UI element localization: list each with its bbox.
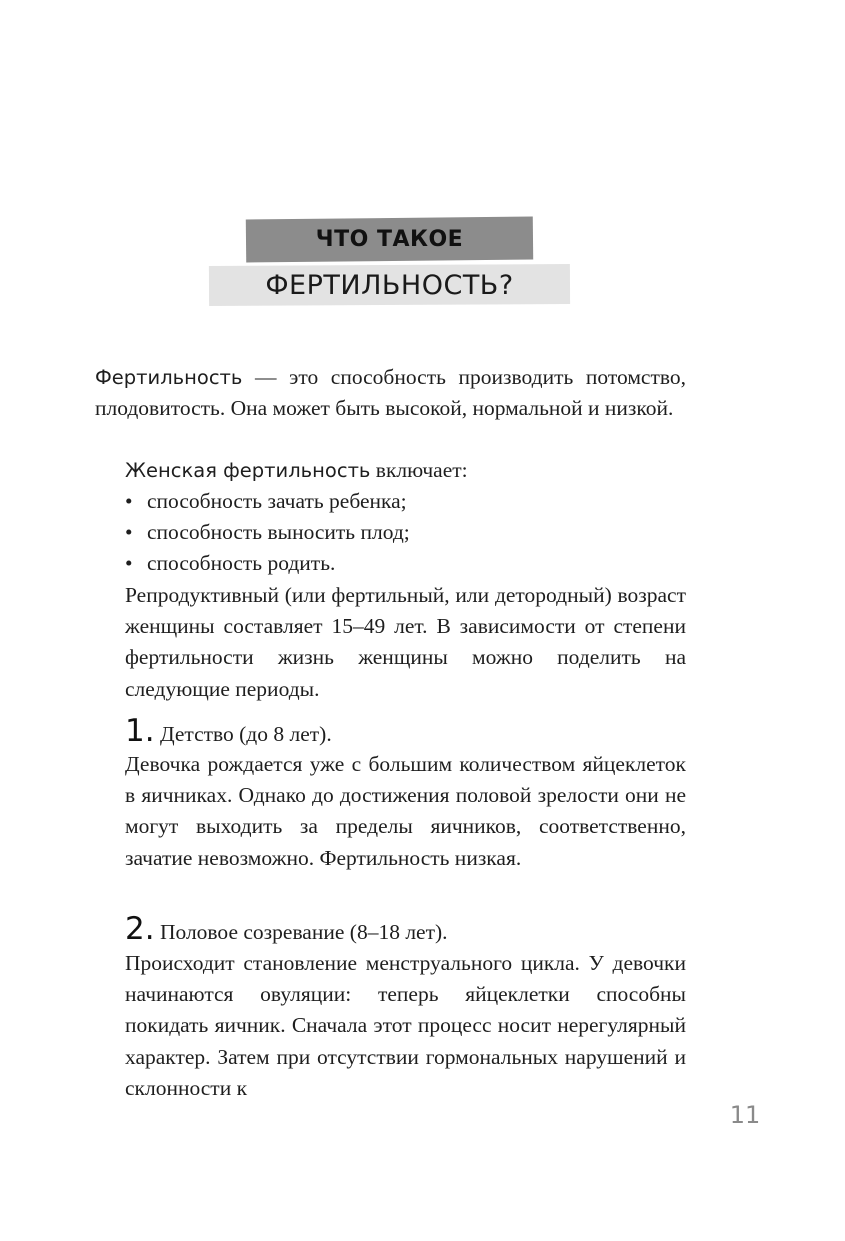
intro-text: — это способность производить потомство, плодовитость. Она может быть высокой, нормальной и низкой. — [95, 365, 686, 421]
fertility-list — [125, 486, 410, 580]
list-item-text: способность зачать ребенка; — [147, 489, 407, 513]
reproductive-age-paragraph: Репродуктивный (или фертильный, или детородный) возраст женщины составляет 15–49 лет. В зависимости от степени фертильности жизнь женщины можно поделить на следующие периоды. — [125, 583, 686, 701]
bullet-icon: • — [125, 551, 133, 576]
period-1-number: 1. — [125, 713, 155, 749]
list-item — [125, 486, 410, 517]
period-2-title: Половое созревание (8–18 лет). — [154, 920, 448, 944]
period-2-number: 2. — [125, 911, 155, 947]
period-2-heading — [125, 911, 448, 950]
intro-paragraph — [95, 362, 686, 424]
page-number: 11 — [729, 1101, 761, 1129]
chapter-title-line-2: ФЕРТИЛЬНОСТЬ? — [265, 270, 514, 301]
female-fertility-line — [125, 455, 686, 486]
chapter-title-line-1: ЧТО ТАКОЕ — [315, 227, 464, 252]
period-1-text: Девочка рождается уже с большим количеством яйцеклеток в яичниках. Однако до достижения половой зрелости они не могут выходить за пределы яичников, соответственно, зачатие невозможно. Фертильность низкая. — [125, 752, 686, 870]
period-1-title: Детство (до 8 лет). — [154, 722, 332, 746]
intro-term: Фертильность — [95, 366, 243, 389]
period-1-heading — [125, 713, 332, 752]
bullet-icon: • — [125, 489, 133, 513]
list-item-text: способность выносить плод; — [147, 520, 410, 545]
bullet-icon: • — [125, 520, 133, 545]
female-fertility-text: включает: — [370, 458, 468, 482]
period-2-text: Происходит становление менструального цикла. У девочки начинаются овуляции: теперь яйцеклетки способны покидать яичник. Сначала этот процесс носит нерегулярный характер. Затем при отсутствии гормональных нарушений и склонности к — [125, 951, 686, 1100]
list-item — [125, 517, 410, 548]
list-item — [125, 548, 410, 579]
female-fertility-term: Женская фертильность — [125, 459, 371, 482]
list-item-text: способность родить. — [147, 551, 336, 576]
